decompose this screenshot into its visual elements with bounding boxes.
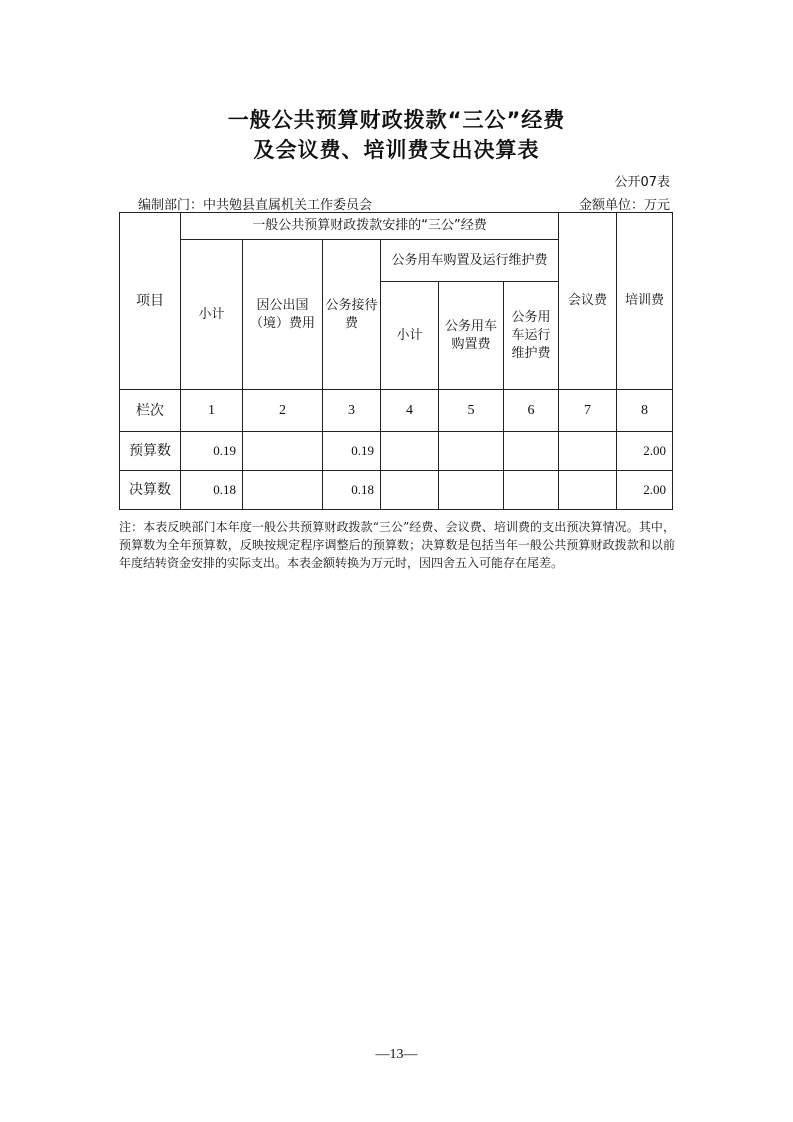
header-vehicle-group: 公务用车购置及运行维护费 (381, 240, 559, 282)
table-cell (381, 432, 439, 471)
header-three-public-group: 一般公共预算财政拨款安排的“三公”经费 (181, 213, 559, 240)
column-number: 3 (323, 390, 381, 432)
table-cell: 0.18 (323, 471, 381, 510)
column-number: 8 (617, 390, 673, 432)
table-row-budget (120, 432, 673, 471)
expenditure-table (119, 212, 673, 510)
table-cell (559, 471, 617, 510)
column-number: 2 (243, 390, 323, 432)
table-cell: 2.00 (617, 471, 673, 510)
table-cell (243, 471, 323, 510)
department-label: 编制部门：中共勉县直属机关工作委员会 (138, 198, 373, 213)
table-cell (243, 432, 323, 471)
header-training: 培训费 (617, 213, 673, 390)
table-cell (559, 432, 617, 471)
table-cell: 2.00 (617, 432, 673, 471)
table-cell: 0.19 (323, 432, 381, 471)
page-number: —13— (375, 1047, 418, 1062)
header-project: 项目 (120, 213, 181, 390)
page-title-line-2: 及会议费、培训费支出决算表 (253, 138, 540, 162)
table-cell (381, 471, 439, 510)
column-number: 6 (504, 390, 559, 432)
table-cell (439, 432, 504, 471)
header-vehicle-purchase: 公务用车购置费 (439, 282, 504, 390)
row-label: 预算数 (120, 432, 181, 471)
header-meeting: 会议费 (559, 213, 617, 390)
table-cell (504, 471, 559, 510)
table-cell (439, 471, 504, 510)
row-label: 栏次 (120, 390, 181, 432)
table-row-final (120, 471, 673, 510)
header-vehicle-subtotal: 小计 (381, 282, 439, 390)
table-cell: 0.18 (181, 471, 243, 510)
footnote: 注：本表反映部门本年度一般公共预算财政拨款“三公”经费、会议费、培训费的支出预决算情况。其中，预算数为全年预算数，反映按规定程序调整后的预算数；决算数是包括当年一般公共预算财政拨款和以前年度结转资金安排的实际支出。本表金额转换为万元时，因四舍五入可能存在尾差。 (119, 520, 675, 570)
column-number: 4 (381, 390, 439, 432)
header-overseas: 因公出国（境）费用 (243, 240, 323, 390)
unit-label: 金额单位：万元 (578, 198, 670, 213)
table-row-column-index (120, 390, 673, 432)
page-title-line-1: 一般公共预算财政拨款“三公”经费 (227, 108, 566, 132)
row-label: 决算数 (120, 471, 181, 510)
column-number: 5 (439, 390, 504, 432)
column-number: 1 (181, 390, 243, 432)
table-cell (504, 432, 559, 471)
header-reception: 公务接待费 (323, 240, 381, 390)
table-cell: 0.19 (181, 432, 243, 471)
table-code: 公开07表 (614, 175, 670, 190)
header-subtotal: 小计 (181, 240, 243, 390)
header-vehicle-operation: 公务用车运行维护费 (504, 282, 559, 390)
column-number: 7 (559, 390, 617, 432)
